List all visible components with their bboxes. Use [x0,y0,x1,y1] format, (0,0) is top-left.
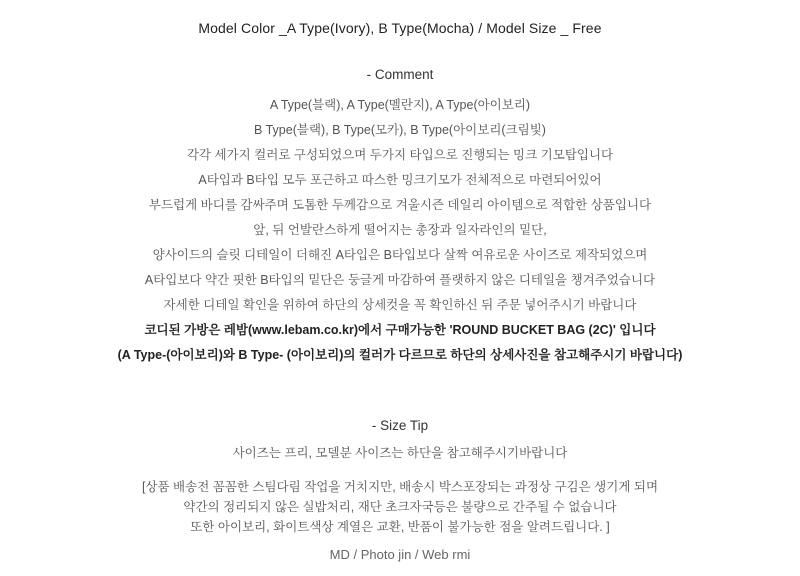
notice-line: 약간의 정리되지 않은 실밥처리, 재단 초크자국등은 불량으로 간주될 수 없습니다 [183,500,617,514]
comment-line: A타입과 B타입 모두 포근하고 따스한 밍크기모가 전체적으로 마련되어있어 [198,173,602,187]
comment-heading: - Comment [366,67,434,82]
comment-line: A Type(블랙), A Type(멜란지), A Type(아이보리) [269,98,531,112]
credits: MD / Photo jin / Web rmi [329,547,471,562]
notice-line: 또한 아이보리, 화이트색상 계열은 교환, 반품이 불가능한 점을 알려드립니다. ] [190,520,610,534]
comment-line: A타입보다 약간 핏한 B타입의 밑단은 둥글게 마감하여 플랫하지 않은 디테일을 챙겨주었습니다 [144,273,656,287]
comment-line: 자세한 디테일 확인을 위하여 하단의 상세컷을 꼭 확인하신 뒤 주문 넣어주시기 바랍니다 [163,298,637,312]
bag-info-line: 코디된 가방은 레밤(www.lebam.co.kr)에서 구매가능한 'ROUND BUCKET BAG (2C)' 입니다 [144,323,656,337]
comment-line: 양사이드의 슬릿 디테일이 더해진 A타입은 B타입보다 살짝 여유로운 사이즈로 제작되었으며 [152,248,648,262]
color-notice-line: (A Type-(아이보리)와 B Type- (아이보리)의 컬러가 다르므로 하단의 상세사진을 참고해주시기 바랍니다) [117,348,683,362]
comment-line: 부드럽게 바디를 감싸주며 도톰한 두께감으로 겨울시즌 데일리 아이템으로 적합한 상품입니다 [148,198,652,212]
size-tip-heading: - Size Tip [371,418,429,433]
size-tip-line: 사이즈는 프리, 모델분 사이즈는 하단을 참고해주시기바랍니다 [232,446,568,460]
model-info: Model Color _A Type(Ivory), B Type(Mocha) / Model Size _ Free [198,20,602,36]
notice-line: [상품 배송전 꼼꼼한 스팀다림 작업을 거치지만, 배송시 박스포장되는 과정상 구김은 생기게 되며 [141,480,659,494]
comment-line: 각각 세가지 컬러로 구성되었으며 두가지 타입으로 진행되는 밍크 기모탑입니다 [186,148,614,162]
comment-line: B Type(블랙), B Type(모카), B Type(아이보리(크림빛) [254,123,546,137]
comment-line: 앞, 뒤 언발란스하게 떨어지는 총장과 일자라인의 밑단, [253,223,547,237]
